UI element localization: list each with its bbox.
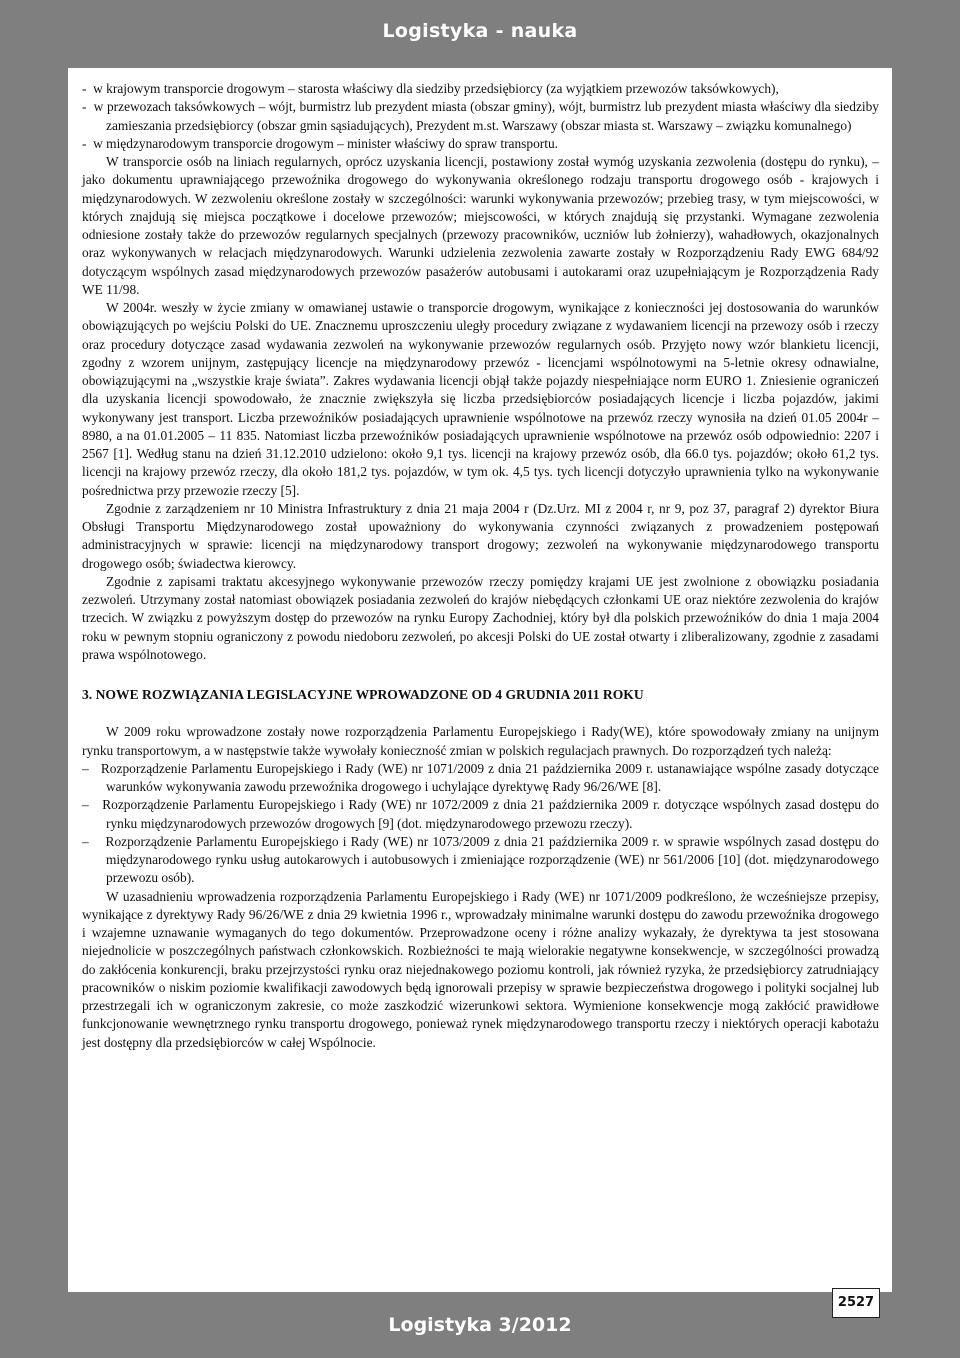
article-body <box>82 80 879 1052</box>
page-number: 2527 <box>832 1288 880 1318</box>
right-margin-band <box>892 0 960 1358</box>
list-item: – Rozporządzenie Parlamentu Europejskiego i Rady (WE) nr 1073/2009 z dnia 21 października 2009 r. w sprawie wspólnych zasad dostępu do międzynarodowego rynku usług autokarowych i autobusowych i zmieniające rozporządzenie (WE) nr 561/2006 [10] (dot. międzynarodowego przewozu osób). <box>82 833 879 886</box>
paragraph: W transporcie osób na liniach regularnych, oprócz uzyskania licencji, postawiony został wymóg uzyskania zezwolenia (dostępu do rynku), – jako dokumentu uprawniającego przewoźnika drogowego do wykonywania określonego rodzaju transportu drogowego osób - krajowych i międzynarodowych. W zezwoleniu określone zostały w szczególności: warunki wykonywania przewozów; przebieg trasy, w tym miejscowości, w których znajdują się miejsca początkowe i docelowe przewozów; miejscowości, w których znajdują się przystanki. Wymagane zezwolenia odniesione zostały także do przewozów regularnych specjalnych (przewozy pracowników, uczniów lub żołnierzy), wahadłowych, okazjonalnych oraz wykonywanych w relacjach międzynarodowych. Warunki udzielenia zezwolenia zawarte zostały w Rozporządzeniu Rady EWG 684/92 dotyczącym wspólnych zasad międzynarodowych przewozów pasażerów autobusami i autokarami oraz uzupełniającym je Rozporządzenia Rady WE 11/98. <box>82 154 879 297</box>
running-header: Logistyka - nauka <box>382 20 578 42</box>
list-item: – Rozporządzenie Parlamentu Europejskiego i Rady (WE) nr 1071/2009 z dnia 21 października 2009 r. ustanawiające wspólne zasady dotyczące warunków wykonywania zawodu przewoźnika drogowego i uchylające dyrektywę Rady 96/26/WE [8]. <box>82 760 879 794</box>
paragraph: Zgodnie z zarządzeniem nr 10 Ministra Infrastruktury z dnia 21 maja 2004 r (Dz.Urz. MI z 2004 r, nr 9, poz 37, paragraf 2) dyrektor Biura Obsługi Transportu Międzynarodowego został upoważniony do wykonywania czynności związanych z prowadzeniem postępowań administracyjnych w sprawie: licencji na międzynarodowy transport drogowy; zezwoleń na wykonywanie międzynarodowego transportu drogowego osób; świadectwa kierowcy. <box>82 500 879 571</box>
running-footer: Logistyka 3/2012 <box>388 1314 572 1336</box>
paragraph: W 2004r. weszły w życie zmiany w omawianej ustawie o transporcie drogowym, wynikające z konieczności jej dostosowania do warunków obowiązujących po wejściu Polski do UE. Znacznemu uproszczeniu uległy procedury związane z wydawaniem licencji na przewozy osób i rzeczy oraz procedury dotyczące zasad wydawania zezwoleń na wykonywanie przewozów regularnych osób. Przyjęto nowy wzór blankietu licencji, zgodny z wzorem unijnym, zastępujący licencje na międzynarodowy przewóz - licencjami wspólnotowymi na 5-letnie okresy odnawialne, obowiązującymi na „wszystkie kraje świata”. Zakres wydawania licencji objął także pojazdy niespełniające norm EURO 1. Zniesienie ograniczeń dla uzyskania licencji spowodowało, że znacznie zwiększyła się liczba przedsiębiorców posiadających licencje i liczba pojazdów, jakimi wykonywany jest transport. Liczba przewoźników posiadających uprawnienie wspólnotowe na przewóz rzeczy wynosiła na dzień 01.05 2004r – 8980, a na 01.01.2005 – 11 835. Natomiast liczba przewoźników posiadających uprawnienie wspólnotowe na przewóz osób odpowiednio: 2207 i 2567 [1]. Według stanu na dzień 31.12.2010 udzielono: około 9,1 tys. licencji na krajowy przewóz osób, dla 66.0 tys. pojazdów; około 61,2 tys. licencji na krajowy przewóz rzeczy, dla około 181,2 tys. pojazdów, w tym ok. 4,5 tys. tych licencji dotyczyło uprawnienia tylko na wykonywanie pośrednictwa przy przewozie rzeczy [5]. <box>82 300 879 498</box>
left-margin-band <box>0 0 68 1358</box>
list-item: - w przewozach taksówkowych – wójt, burmistrz lub prezydent miasta (obszar gminy), wójt, burmistrz lub prezydent miasta właściwy dla siedziby zamieszania przedsiębiorcy (obszar gmin sąsiadujących), Prezydent m.st. Warszawy (obszar miasta st. Warszawy – związku komunalnego) <box>82 99 879 133</box>
paragraph: W 2009 roku wprowadzone zostały nowe rozporządzenia Parlamentu Europejskiego i Rady(WE), które spowodowały zmiany na unijnym rynku transportowym, a w następstwie także wywołały konieczność zmian w polskich regulacjach prawnych. Do rozporządzeń tych należą: <box>82 724 879 758</box>
list-item: - w krajowym transporcie drogowym – starosta właściwy dla siedziby przedsiębiorcy (za wyjątkiem przewozów taksówkowych), <box>82 81 779 96</box>
section-heading: 3. NOWE ROZWIĄZANIA LEGISLACYJNE WPROWADZONE OD 4 GRUDNIA 2011 ROKU <box>82 687 644 702</box>
paragraph: Zgodnie z zapisami traktatu akcesyjnego wykonywanie przewozów rzeczy pomiędzy krajami UE jest zwolnione z obowiązku posiadania zezwoleń. Utrzymany został natomiast obowiązek posiadania zezwoleń do krajów niebędących członkami UE oraz niektóre zezwolenia do krajów trzecich. W związku z powyższym dostęp do przewozów na rynku Europy Zachodniej, który był dla polskich przewoźników do dnia 1 maja 2004 roku w pewnym stopniu ograniczony z powodu niedoboru zezwoleń, po akcesji Polski do UE został otwarty i zliberalizowany, zgodnie z zasadami prawa wspólnotowego. <box>82 573 879 662</box>
list-item: – Rozporządzenie Parlamentu Europejskiego i Rady (WE) nr 1072/2009 z dnia 21 października 2009 r. dotyczące wspólnych zasad dostępu do rynku międzynarodowych przewozów drogowych [9] (dot. międzynarodowego przewozu rzeczy). <box>82 797 879 831</box>
paragraph: W uzasadnieniu wprowadzenia rozporządzenia Parlamentu Europejskiego i Rady (WE) nr 1071/2009 podkreślono, że wcześniejsze przepisy, wynikające z dyrektywy Rady 96/26/WE z dnia 29 kwietnia 1996 r., wprowadzały minimalne warunki dostępu do zawodu przewoźnika drogowego i wzajemne uznawanie wymaganych do tego dokumentów. Przeprowadzone oceny i różne analizy wykazały, że dyrektywa ta jest stosowana niejednolicie w poszczególnych państwach członkowskich. Rozbieżności te mają wielorakie negatywne konsekwencje, w szczególności prowadzą do zakłócenia konkurencji, braku przejrzystości rynku oraz niejednakowego poziomu kontroli, jak również ryzyka, że przedsiębiorcy zatrudniający pracowników o niskim poziomie kwalifikacji zawodowych będą ignorowali przepisy w sprawie bezpieczeństwa drogowego i polityki socjalnej lub przestrzegali ich w ograniczonym zakresie, co może zaszkodzić wizerunkowi sektora. Wymienione konsekwencje mogą zakłócić prawidłowe funkcjonowanie wewnętrznego rynku transportu drogowego, ponieważ rynek międzynarodowego transportu rzeczy i niektórych operacji kabotażu jest dostępny dla przedsiębiorców w całej Wspólnocie. <box>82 888 879 1050</box>
list-item: - w międzynarodowym transporcie drogowym – minister właściwy do spraw transportu. <box>82 135 559 151</box>
